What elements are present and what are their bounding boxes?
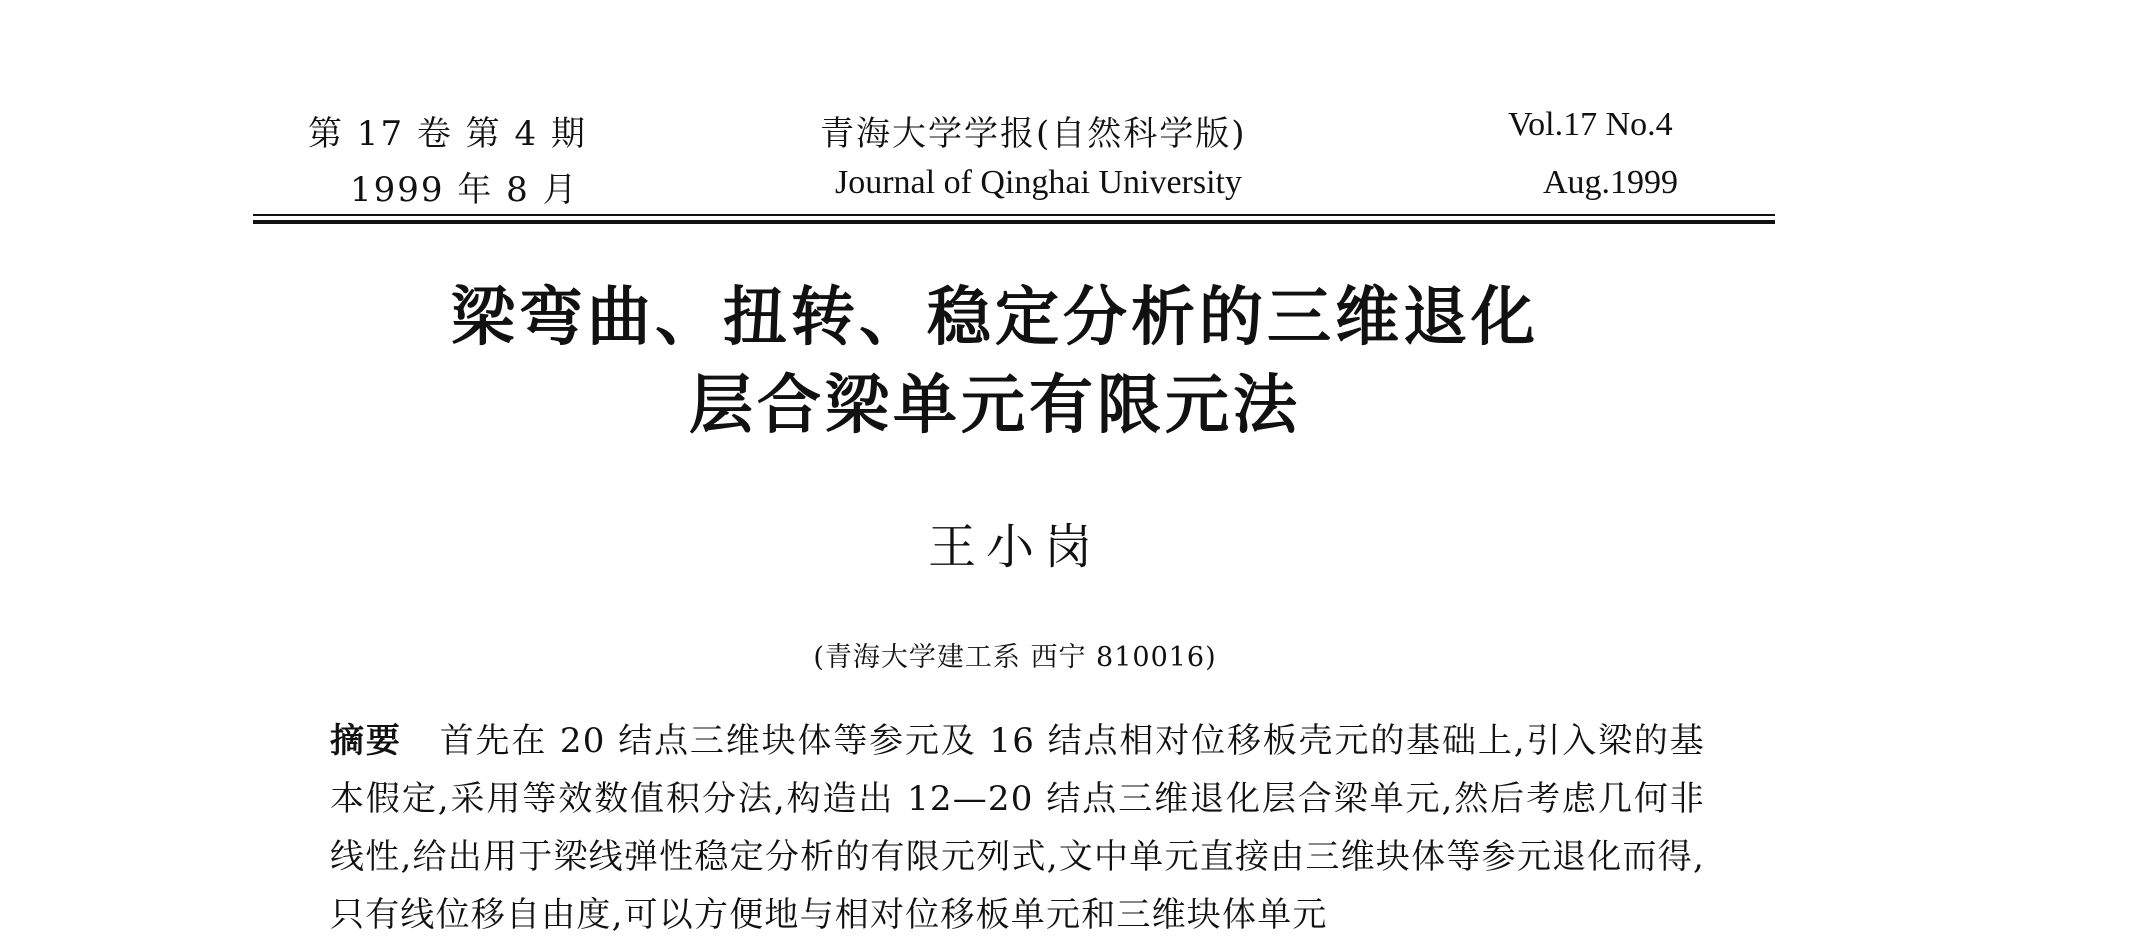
header-rule-thick	[253, 220, 1775, 224]
author-name: 王小岗	[927, 519, 1102, 575]
volume-issue-cn: 第 17 卷 第 4 期	[308, 114, 587, 154]
header-rule-thin	[253, 214, 1775, 216]
abstract-paragraph	[330, 712, 1705, 944]
abstract-label: 摘要	[330, 721, 402, 761]
date-cn: 1999 年 8 月	[350, 170, 579, 210]
volume-issue-en: Vol.17 No.4	[1508, 106, 1673, 143]
author-affiliation: (青海大学建工系 西宁 810016)	[813, 642, 1217, 673]
date-en: Aug.1999	[1543, 164, 1679, 201]
journal-title-en: Journal of Qinghai University	[835, 164, 1242, 201]
abstract-text: 首先在 20 结点三维块体等参元及 16 结点相对位移板壳元的基础上,引入梁的基本假定,采用等效数值积分法,构造出 12—20 结点三维退化层合梁单元,然后考虑几何非线性,给出用于梁线弹性稳定分析的有限元列式,文中单元直接由三维块体等参元退化而得,只有线位移自由度,可以方便地与相对位移板单元和三维块体单元	[330, 721, 1705, 935]
paper-title-line-1: 梁弯曲、扭转、稳定分析的三维退化	[451, 281, 1539, 355]
paper-title-line-2: 层合梁单元有限元法	[689, 369, 1301, 443]
journal-title-cn: 青海大学学报(自然科学版)	[820, 114, 1247, 154]
